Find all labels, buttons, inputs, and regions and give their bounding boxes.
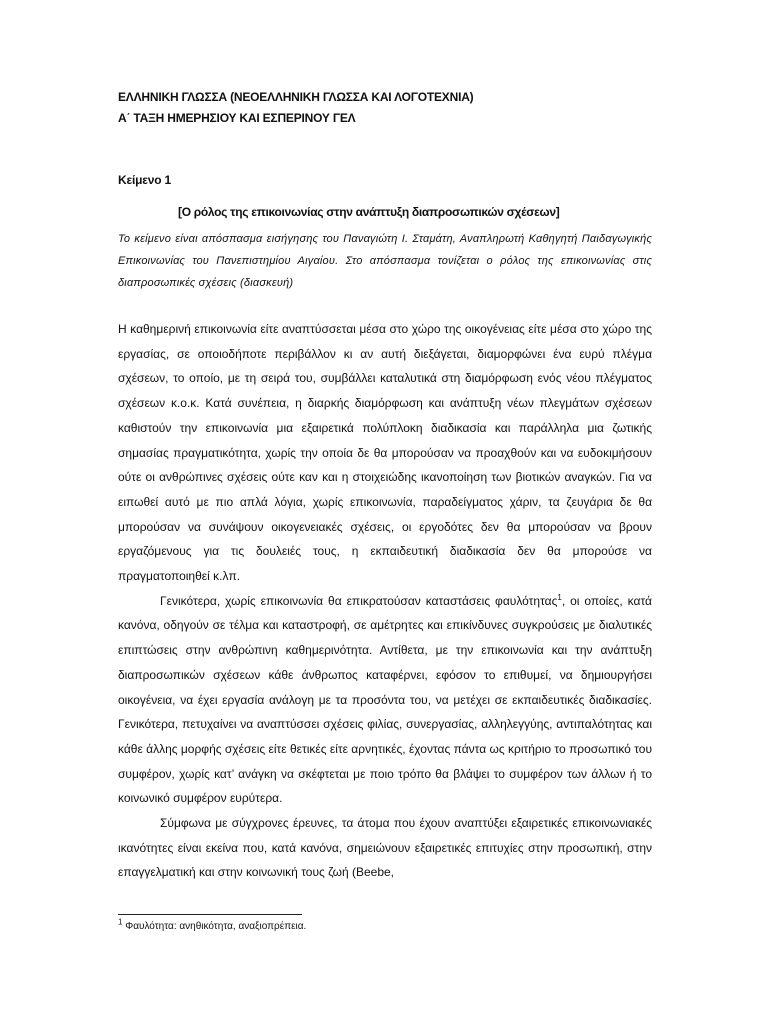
text-introduction: Το κείμενο είναι απόσπασμα εισήγησης του Παναγιώτη Ι. Σταμάτη, Αναπληρωτή Καθηγητή Παιδαγωγικής Επικοινωνίας του Πανεπιστημίου Αιγαίου. Στο απόσπασμα τονίζεται ο ρόλος της επικοινωνίας στις διαπροσωπικές σχέσεις (διασκευή): [118, 233, 652, 289]
paragraph-2: [118, 589, 652, 811]
paragraph-1: Η καθημερινή επικοινωνία είτε αναπτύσσεται μέσα στο χώρο της οικογένειας είτε μέσα στο χώρο της εργασίας, σε οποιοδήποτε περιβάλλον κι αν αυτή διεξάγεται, διαμορφώνει ένα ευρύ πλέγμα σχέσεων, το οποίο, με τη σειρά του, συμβάλλει καταλυτικά στη διαμόρφωση ενός νέου πλέγματος σχέσεων κ.ο.κ. Κατά συνέπεια, η διαρκής διαμόρφωση και ανάπτυξη νέων πλεγμάτων σχέσεων καθιστούν την επικοινωνία μια εξαιρετικά πολύπλοκη διαδικασία και παράλληλα μια ζωτικής σημασίας πραγματικότητα, χωρίς την οποία δε θα μπορούσαν να προαχθούν και να ευδοκιμήσουν ούτε οι ανθρώπινες σχέσεις ούτε καν και η στοιχειώδης ικανοποίηση των βιοτικών αναγκών. Για να ειπωθεί αυτό με πιο απλά λόγια, χωρίς επικοινωνία, παραδείγματος χάριν, τα ζευγάρια δε θα μπορούσαν να συνάψουν οικογενειακές σχέσεις, οι εργοδότες δεν θα μπορούσαν να βρουν εργαζόμενους για τις δουλειές τους, η εκπαιδευτική διαδικασία δεν θα μπορούσε να πραγματοποιηθεί κ.λπ.: [118, 322, 652, 584]
main-text: [118, 317, 652, 885]
footnote-marker: 1: [118, 917, 123, 927]
paragraph-2-start: Γενικότερα, χωρίς επικοινωνία θα επικρατούσαν καταστάσεις φαυλότητας: [160, 593, 558, 608]
footnote-reference: 1: [557, 592, 562, 602]
paragraph-3: Σύμφωνα με σύγχρονες έρευνες, τα άτομα που έχουν αναπτύξει εξαιρετικές επικοινωνιακές ικανότητες είναι εκείνα που, κατά κανόνα, σημειώνουν εξαιρετικές επιτυχίες στην προσωπική, στην επαγγελματική και στην κοινωνική τους ζωή (Beebe,: [118, 816, 652, 880]
footnote: [118, 917, 307, 932]
text-title: [Ο ρόλος της επικοινωνίας στην ανάπτυξη διαπροσωπικών σχέσεων]: [178, 205, 560, 219]
paragraph-2-end: , οι οποίες, κατά κανόνα, οδηγούν σε τέλμα και καταστροφή, σε αμέτρητες και επικίνδυνες συγκρούσεις με διαλυτικές επιπτώσεις στην ανθρώπινη καθημερινότητα. Αντίθετα, με την επικοινωνία και την ανάπτυξη διαπροσωπικών σχέσεων κάθε άνθρωπος καταφέρνει, εφόσον το επιθυμεί, να δημιουργήσει οικογένεια, να έχει εργασία ανάλογη με τα προσόντα του, να μετέχει σε εκπαιδευτικές διαδικασίες. Γενικότερα, πετυχαίνει να αναπτύσσει σχέσεις φιλίας, συνεργασίας, αλληλεγγύης, αντιπαλότητας και κάθε άλλης μορφής σχέσεις είτε θετικές είτε αρνητικές, έχοντας πάντα ως κριτήριο το προσωπικό του συμφέρον, χωρίς κατ’ ανάγκη να σκέφτεται με ποιο τρόπο θα βλάψει το συμφέρον των άλλων ή το κοινωνικό συμφέρον ευρύτερα.: [118, 593, 652, 806]
text-label: Κείμενο 1: [118, 173, 171, 187]
class-heading: Α΄ ΤΑΞΗ ΗΜΕΡΗΣΙΟΥ ΚΑΙ ΕΣΠΕΡΙΝΟΥ ΓΕΛ: [118, 111, 356, 125]
footnote-text: Φαυλότητα: ανηθικότητα, αναξιοπρέπεια.: [122, 921, 307, 932]
subject-heading: ΕΛΛΗΝΙΚΗ ΓΛΩΣΣΑ (ΝΕΟΕΛΛΗΝΙΚΗ ΓΛΩΣΣΑ ΚΑΙ ΛΟΓΟΤΕΧΝΙΑ): [118, 90, 474, 104]
footnote-divider: [118, 914, 302, 915]
